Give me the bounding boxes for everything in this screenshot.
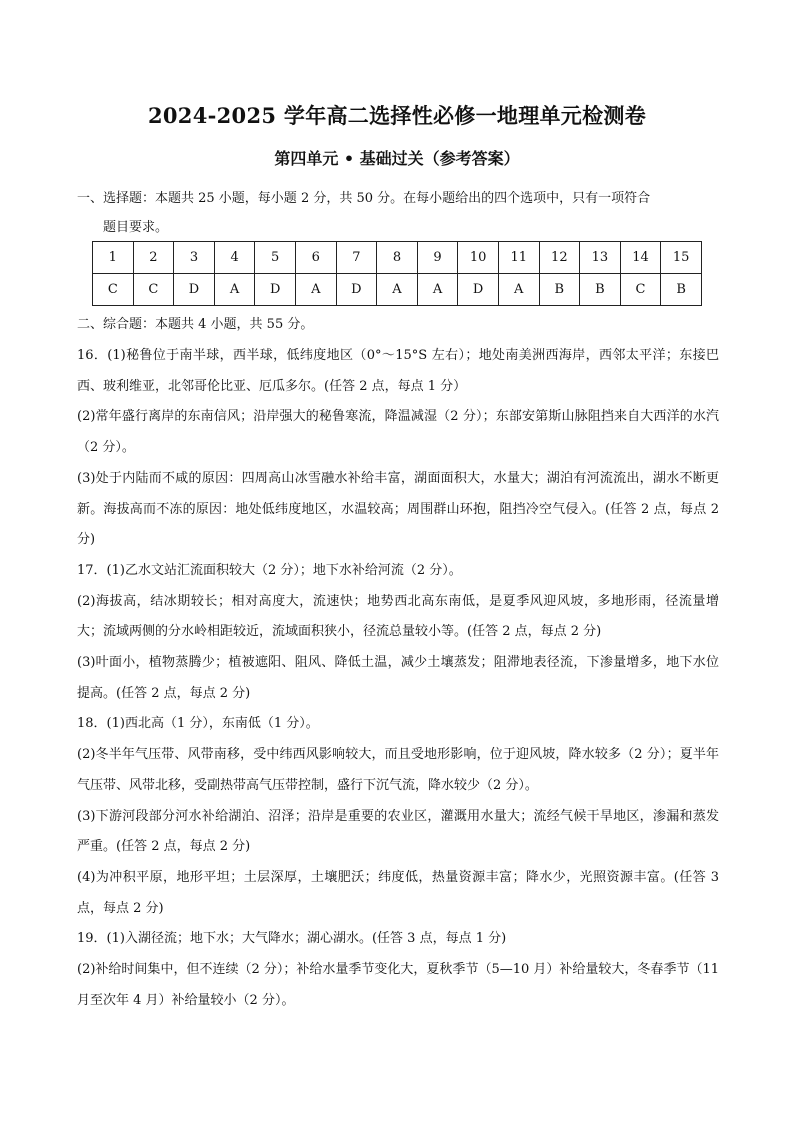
question-number-cell: 2 <box>133 242 174 274</box>
answer-paragraph-19-2: (2)补给时间集中，但不连续（2 分）；补给水量季节变化大，夏秋季节（5—10 月）补给量较大，冬春季节（11 月至次年 4 月）补给量较小（2 分）。 <box>77 962 719 1008</box>
question-number-cell: 10 <box>458 242 499 274</box>
question-number-cell: 7 <box>336 242 377 274</box>
question-number-cell: 12 <box>539 242 580 274</box>
answer-paragraph-18-1: 18．(1)西北高（1 分），东南低（1 分）。 <box>77 716 319 732</box>
answer-table-number-row <box>93 242 702 274</box>
question-number-cell: 5 <box>255 242 296 274</box>
question-number-cell: 8 <box>377 242 418 274</box>
answer-paragraph-16-3: (3)处于内陆而不咸的原因：四周高山冰雪融水补给丰富，湖面面积大，水量大；湖泊有河流流出，湖水不断更新。海拔高而不冻的原因：地处低纬度地区，水温较高；周围群山环抱，阻挡冷空气侵入。(任答 2 点，每点 2 分) <box>77 470 719 548</box>
question-number-cell: 15 <box>661 242 702 274</box>
answer-paragraph-17-2: (2)海拔高，结冰期较长；相对高度大，流速快；地势西北高东南低，是夏季风迎风坡，多地形雨，径流量增大；流域两侧的分水岭相距较近，流域面积狭小，径流总量较小等。(任答 2 点，每点 2 分) <box>77 593 719 640</box>
section-comprehensive-heading: 二、综合题：本题共 4 小题，共 55 分。 <box>77 317 314 332</box>
answer-paragraph-17-3: (3)叶面小，植物蒸腾少；植被遮阳、阻风、降低土温，减少土壤蒸发；阻滞地表径流，下渗量增多，地下水位提高。(任答 2 点，每点 2 分) <box>77 655 719 701</box>
answer-body <box>77 341 719 1016</box>
section-choice-heading <box>77 184 719 242</box>
answer-cell: A <box>377 274 418 306</box>
question-number-cell: 13 <box>580 242 621 274</box>
answer-cell: A <box>295 274 336 306</box>
question-number-cell: 4 <box>214 242 255 274</box>
answer-table <box>92 241 702 306</box>
question-number-cell: 11 <box>498 242 539 274</box>
answer-cell: A <box>498 274 539 306</box>
answer-paragraph-16-1: 16．(1)秘鲁位于南半球，西半球，低纬度地区（0°～15°S 左右）；地处南美洲西海岸，西邻太平洋；东接巴西、玻利维亚，北邻哥伦比亚、厄瓜多尔。(任答 2 点，每点 1 分） <box>77 348 719 394</box>
answer-cell: D <box>255 274 296 306</box>
answer-paragraph-16-2: (2)常年盛行离岸的东南信风；沿岸强大的秘鲁寒流，降温减湿（2 分）；东部安第斯山脉阻挡来自大西洋的水汽（2 分）。 <box>77 409 719 456</box>
answer-paragraph-19-1: 19．(1)入湖径流；地下水；大气降水；湖心湖水。(任答 3 点，每点 1 分) <box>77 931 507 947</box>
answer-cell: B <box>539 274 580 306</box>
answer-cell: A <box>214 274 255 306</box>
answer-cell: B <box>580 274 621 306</box>
answer-cell: B <box>661 274 702 306</box>
exam-subtitle: 第四单元 • 基础过关（参考答案） <box>274 149 520 168</box>
answer-cell: D <box>174 274 215 306</box>
question-number-cell: 1 <box>93 242 134 274</box>
question-number-cell: 3 <box>174 242 215 274</box>
answer-cell: D <box>336 274 377 306</box>
answer-paragraph-18-4: (4)为冲积平原，地形平坦；土层深厚，土壤肥沃；纬度低，热量资源丰富；降水少，光照资源丰富。(任答 3 点，每点 2 分) <box>77 869 719 916</box>
answer-table-answer-row <box>93 274 702 306</box>
exam-title: 2024-2025 学年高二选择性必修一地理单元检测卷 <box>147 103 647 128</box>
answer-cell: C <box>620 274 661 306</box>
section-choice-heading-line1: 一、选择题：本题共 25 小题，每小题 2 分，共 50 分。在每小题给出的四个选项中，只有一项符合 <box>77 191 651 206</box>
answer-cell: A <box>417 274 458 306</box>
question-number-cell: 6 <box>295 242 336 274</box>
answer-cell: C <box>93 274 134 306</box>
answer-paragraph-18-3: (3)下游河段部分河水补给湖泊、沼泽；沿岸是重要的农业区，灌溉用水量大；流经气候干旱地区，渗漏和蒸发严重。(任答 2 点，每点 2 分) <box>77 808 719 855</box>
question-number-cell: 14 <box>620 242 661 274</box>
question-number-cell: 9 <box>417 242 458 274</box>
answer-cell: C <box>133 274 174 306</box>
answer-paragraph-18-2: (2)冬半年气压带、风带南移，受中纬西风影响较大，而且受地形影响，位于迎风坡，降水较多（2 分）；夏半年气压带、风带北移，受副热带高气压带控制，盛行下沉气流，降水较少（2 分）。 <box>77 747 719 793</box>
answer-cell: D <box>458 274 499 306</box>
answer-paragraph-17-1: 17．(1)乙水文站汇流面积较大（2 分）；地下水补给河流（2 分）。 <box>77 562 462 578</box>
section-choice-heading-line2: 题目要求。 <box>103 220 169 235</box>
